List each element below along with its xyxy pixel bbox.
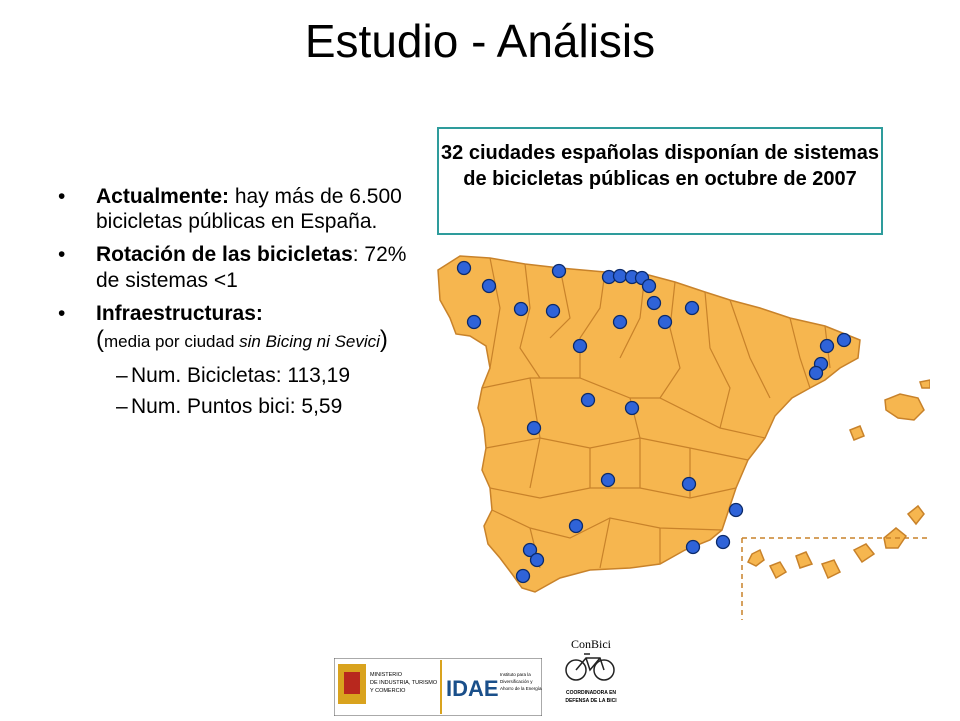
city-marker xyxy=(515,303,528,316)
bullet-marker: • xyxy=(58,301,66,325)
canary-island-3 xyxy=(796,552,812,568)
city-marker xyxy=(626,402,639,415)
city-marker xyxy=(547,305,560,318)
bullet-text: : 72% de sistemas <1 xyxy=(96,243,407,292)
city-marker xyxy=(570,520,583,533)
canary-frame xyxy=(742,538,930,620)
sub-bullet-text: Num. Puntos bici: 5,59 xyxy=(131,394,343,418)
city-marker xyxy=(643,280,656,293)
city-marker xyxy=(602,474,615,487)
idae-sub-1: Instituto para la xyxy=(500,672,531,677)
note-italic: sin Bicing ni Sevici xyxy=(239,331,380,351)
city-marker xyxy=(582,394,595,407)
bullet-list xyxy=(58,184,428,419)
dash-marker: – xyxy=(116,394,128,418)
city-marker xyxy=(614,316,627,329)
city-marker xyxy=(614,270,627,283)
canary-island-2 xyxy=(770,562,786,578)
map-land xyxy=(438,256,930,592)
city-marker xyxy=(659,316,672,329)
city-marker xyxy=(553,265,566,278)
bullet-text: hay más de 6.500 bicicletas públicas en España. xyxy=(96,185,402,234)
conbici-sub-1: COORDINADORA EN xyxy=(565,690,617,696)
ministerio-line-3: Y COMERCIO xyxy=(370,688,406,694)
idae-logo: IDAE xyxy=(446,676,499,701)
city-marker xyxy=(683,478,696,491)
paren-close: ) xyxy=(379,325,388,353)
conbici-logo xyxy=(556,634,626,714)
balearic-mallorca xyxy=(885,394,924,420)
idae-sub-3: Ahorro de la Energía xyxy=(500,686,542,691)
bullet-current-bikes xyxy=(58,184,428,234)
note-text: media por ciudad xyxy=(104,331,240,351)
bullet-label: Actualmente: xyxy=(96,185,230,208)
ministerio-line-2: DE INDUSTRIA, TURISMO xyxy=(370,680,438,686)
logo-divider xyxy=(440,660,442,714)
sub-bullet-text: Num. Bicicletas: 113,19 xyxy=(131,363,351,387)
dash-marker: – xyxy=(116,363,128,387)
city-marker xyxy=(468,316,481,329)
paren-open: ( xyxy=(96,325,104,353)
city-marker xyxy=(686,302,699,315)
bullet-rotation xyxy=(58,242,428,292)
canary-island-4 xyxy=(822,560,840,578)
city-marker xyxy=(687,541,700,554)
logos-graphic xyxy=(334,658,542,716)
city-marker xyxy=(458,262,471,275)
spain-map xyxy=(430,248,930,628)
slide-title: Estudio - Análisis xyxy=(304,15,656,67)
conbici-graphic xyxy=(556,634,626,714)
city-marker xyxy=(648,297,661,310)
balearic-menorca xyxy=(920,380,930,388)
city-marker xyxy=(531,554,544,567)
coat-of-arms-shield-icon xyxy=(344,672,360,694)
bullet-label: Rotación de las bicicletas xyxy=(96,243,353,267)
sub-bullet-bikes xyxy=(58,363,428,388)
city-marker xyxy=(517,570,530,583)
bullet-infrastructure xyxy=(58,301,428,355)
canary-island-7 xyxy=(908,506,924,524)
bullet-marker: • xyxy=(58,185,66,208)
city-marker xyxy=(838,334,851,347)
city-marker xyxy=(483,280,496,293)
canary-island-1 xyxy=(748,550,764,566)
bike-frame-icon xyxy=(576,654,604,670)
city-marker xyxy=(717,536,730,549)
callout-box: 32 ciudades españolas disponían de sistemas de bicicletas públicas en octubre de 2007 xyxy=(437,127,883,235)
city-marker xyxy=(528,422,541,435)
conbici-name: ConBici xyxy=(570,637,612,651)
bullet-label: Infraestructuras: xyxy=(96,301,263,325)
city-marker xyxy=(821,340,834,353)
logo-bar xyxy=(334,658,542,716)
conbici-sub-2: DEFENSA DE LA BICI xyxy=(565,698,617,704)
idae-sub-2: Diversificación y xyxy=(500,679,533,684)
canary-island-5 xyxy=(854,544,874,562)
bullet-marker: • xyxy=(58,243,66,267)
city-marker xyxy=(730,504,743,517)
city-marker xyxy=(574,340,587,353)
balearic-ibiza xyxy=(850,426,864,440)
sub-bullet-points xyxy=(58,394,428,419)
ministerio-line-1: MINISTERIO xyxy=(370,672,403,678)
city-marker xyxy=(810,367,823,380)
